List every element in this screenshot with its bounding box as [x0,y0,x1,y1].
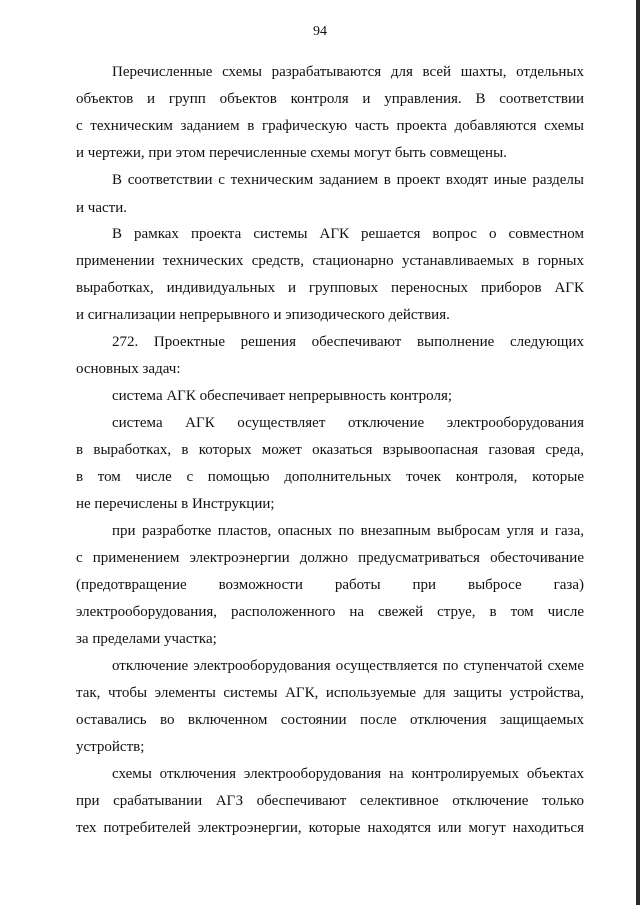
text-line: Перечисленные схемы разрабатываются для всей шахты, отдельных [112,64,584,80]
text-line: с техническим заданием в графическую часть проекта добавляются схемы [76,118,584,134]
text-line: отключение электрооборудования осуществляется по ступенчатой схеме [112,658,584,674]
scan-edge [636,0,640,905]
text-line: при разработке пластов, опасных по внезапным выбросам угля и газа, [112,523,584,539]
text-line: электрооборудования, расположенного на свежей струе, в том числе [76,604,584,620]
text-line: устройств; [76,739,145,755]
text-line: и чертежи, при этом перечисленные схемы могут быть совмещены. [76,145,507,161]
text-line: В соответствии с техническим заданием в проект входят иные разделы [112,172,584,188]
text-line: тех потребителей электроэнергии, которые находятся или могут находиться [76,820,584,836]
text-line: система АГК обеспечивает непрерывность контроля; [112,388,453,404]
text-line: и части. [76,200,127,216]
page-number: 94 [313,24,327,39]
text-line: В рамках проекта системы АГК решается вопрос о совместном [112,226,584,242]
text-line: за пределами участка; [76,631,217,647]
text-line: и сигнализации непрерывного и эпизодического действия. [76,307,450,323]
text-line: так, чтобы элементы системы АГК, используемые для защиты устройства, [76,685,584,701]
text-line: (предотвращение возможности работы при выбросе газа) [76,577,584,593]
text-line: 272. Проектные решения обеспечивают выполнение следующих [112,334,584,350]
text-line: система АГК осуществляет отключение электрооборудования [112,415,584,431]
text-line: не перечислены в Инструкции; [76,496,275,512]
text-line: в том числе с помощью дополнительных точек контроля, которые [76,469,584,485]
text-line: основных задач: [76,361,181,377]
text-line: в выработках, в которых может оказаться взрывоопасная газовая среда, [76,442,584,458]
text-line: оставались во включенном состоянии после отключения защищаемых [76,712,584,728]
text-line: применении технических средств, стационарно устанавливаемых в горных [76,253,584,269]
text-line: с применением электроэнергии должно предусматриваться обесточивание [76,550,584,566]
text-line: схемы отключения электрооборудования на контролируемых объектах [112,766,584,782]
text-line: выработках, индивидуальных и групповых переносных приборов АГК [76,280,584,296]
text-line: при срабатывании АГЗ обеспечивают селективное отключение только [76,793,584,809]
text-line: объектов и групп объектов контроля и управления. В соответствии [76,91,584,107]
